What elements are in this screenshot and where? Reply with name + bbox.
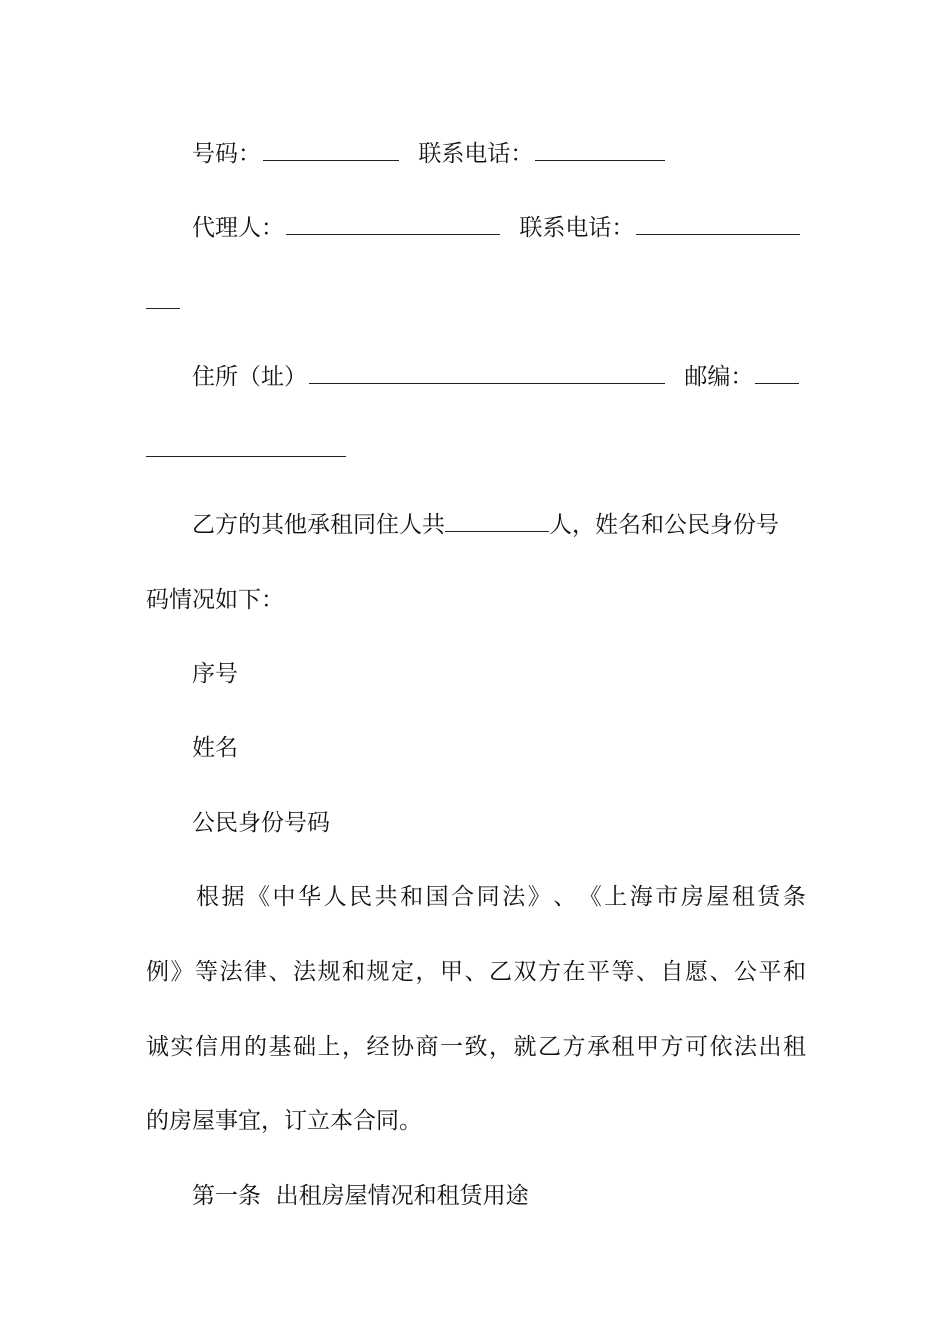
phone-label-1: 联系电话： — [418, 141, 534, 167]
number-phone-row — [192, 138, 852, 169]
phone-blank-2[interactable] — [636, 212, 800, 235]
agent-phone-row — [192, 212, 852, 243]
phone-blank-1[interactable] — [535, 138, 665, 161]
cotenants-text-before: 乙方的其他承租同住人共 — [192, 512, 445, 538]
cotenants-count-blank[interactable] — [445, 509, 549, 532]
preamble-line-3-text: 诚 实 信 用 的 基 础 上 ， 经 协 商 一 致 ， 就 乙 方 承 租 甲 方 可 依 法 出 租 — [146, 1034, 806, 1060]
article-1-title-row — [192, 1181, 852, 1211]
number-blank[interactable] — [263, 138, 399, 161]
phone-label-2: 联系电话： — [519, 215, 635, 241]
cotenants-text-line2: 码情况如下： — [146, 587, 284, 613]
address-label: 住所（址） — [192, 364, 307, 390]
address-blank[interactable] — [309, 361, 665, 384]
id-number-header: 公民身份号码 — [192, 810, 330, 836]
agent-blank[interactable] — [286, 212, 500, 235]
number-label: 号码： — [192, 141, 261, 167]
name-header: 姓名 — [192, 735, 238, 761]
postcode-blank[interactable] — [755, 361, 799, 384]
phone-blank-2-continuation[interactable] — [146, 286, 180, 309]
preamble-line-2 — [146, 957, 806, 987]
phone-blank-continuation-row — [146, 286, 806, 317]
postcode-blank-continuation[interactable] — [146, 434, 346, 457]
preamble-line-2-text: 例 》 等 法 律 、 法 规 和 规 定 ， 甲 、 乙 双 方 在 平 等 、 自 愿 、 公 平 和 — [146, 959, 806, 985]
cotenants-text-after: 人，姓名和公民身份号 — [549, 512, 779, 538]
cotenants-line-2 — [146, 585, 806, 615]
serial-number-header: 序号 — [192, 661, 238, 687]
table-header-serial — [192, 659, 852, 689]
preamble-line-3 — [146, 1032, 806, 1062]
address-postcode-row — [192, 361, 852, 392]
table-header-name — [192, 733, 852, 763]
article-1-title: 第一条 出租房屋情况和租赁用途 — [192, 1183, 529, 1209]
table-header-id — [192, 808, 852, 838]
agent-label: 代理人： — [192, 215, 284, 241]
cotenants-row — [192, 509, 852, 540]
postcode-blank-continuation-row — [146, 434, 806, 465]
preamble-line-4-text: 的房屋事宜，订立本合同。 — [146, 1108, 422, 1134]
preamble-line-1 — [196, 882, 806, 912]
postcode-label: 邮编： — [684, 364, 754, 390]
preamble-line-1-text: 根 据 《 中 华 人 民 共 和 国 合 同 法 》 、 《 上 海 市 房 屋 租 赁 条 — [196, 884, 806, 910]
preamble-line-4 — [146, 1106, 806, 1136]
